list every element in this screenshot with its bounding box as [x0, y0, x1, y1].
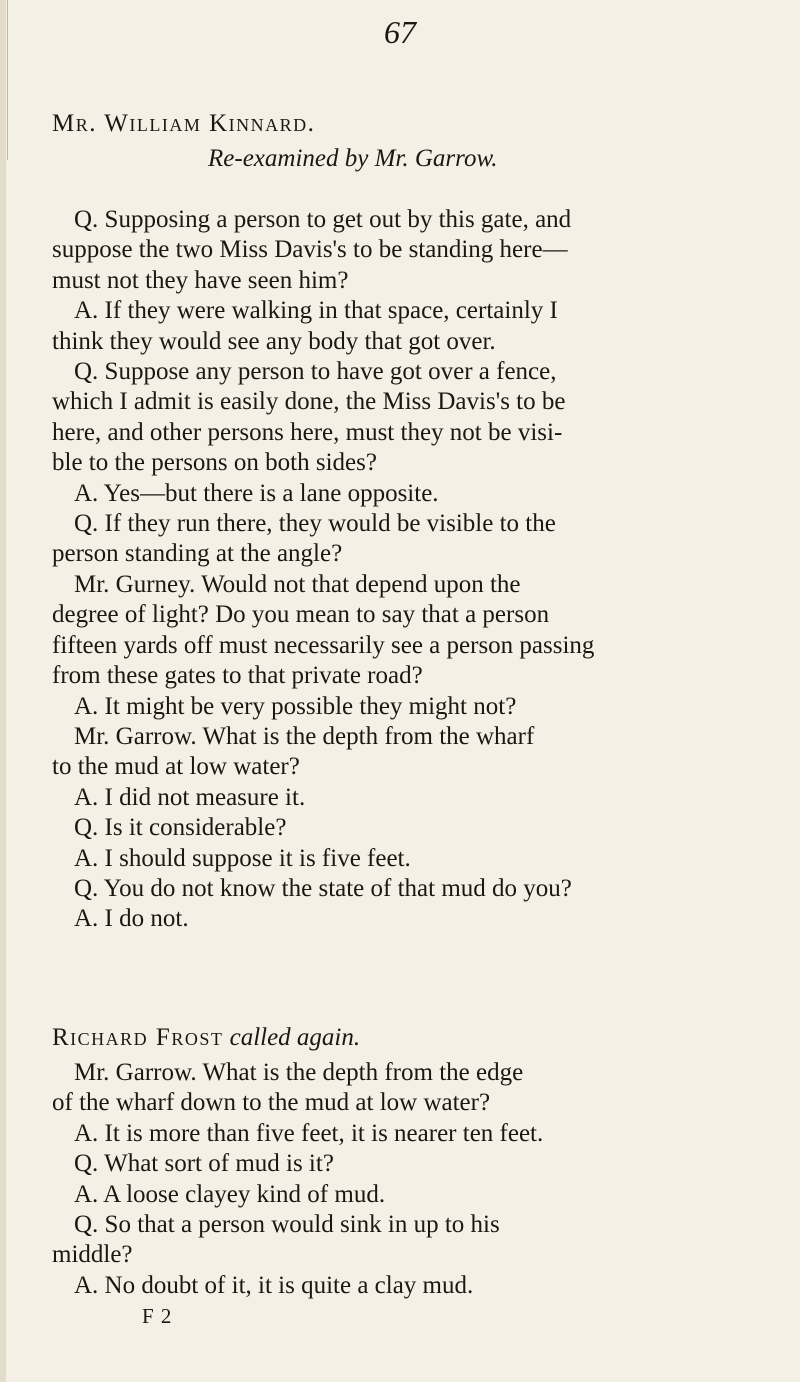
- text-line: suppose the two Miss Davis's to be standing here—: [52, 236, 568, 264]
- text-line: A. I do not.: [74, 905, 189, 933]
- text-line: Q. If they run there, they would be visible to the: [74, 510, 556, 538]
- text-line: A. Yes—but there is a lane opposite.: [74, 479, 439, 507]
- witness-heading: Mr. William Kinnard.: [52, 110, 316, 137]
- page-edge: [0, 0, 6, 1382]
- signature-mark: F 2: [142, 1304, 173, 1328]
- text-line: Q. Suppose any person to have got over a fence,: [74, 358, 557, 386]
- re-examined-heading: Re-examined by Mr. Garrow.: [208, 145, 498, 172]
- text-line: person standing at the angle?: [52, 540, 343, 568]
- text-line: A. It might be very possible they might not?: [74, 692, 517, 720]
- text-line: middle?: [52, 1241, 133, 1269]
- text-line: Q. Supposing a person to get out by this gate, and: [74, 206, 572, 233]
- text-line: Q. You do not know the state of that mud do you?: [74, 874, 572, 902]
- text-line: A. I should suppose it is five feet.: [74, 844, 411, 872]
- text-line: Mr. Garrow. What is the depth from the edge: [74, 1059, 524, 1086]
- page-number: 67: [384, 14, 416, 50]
- called-again-note: called again.: [229, 1024, 361, 1051]
- second-witness-name: Richard Frost: [52, 1024, 224, 1051]
- second-witness-heading: [52, 1024, 360, 1052]
- text-line: which I admit is easily done, the Miss Davis's to be: [52, 388, 566, 416]
- testimony-section-2: [52, 1058, 752, 1301]
- text-line: Mr. Gurney. Would not that depend upon the: [74, 570, 521, 598]
- text-line: must not they have seen him?: [52, 266, 349, 294]
- text-line: Mr. Garrow. What is the depth from the wharf: [74, 722, 535, 750]
- text-line: Q. What sort of mud is it?: [74, 1150, 334, 1178]
- text-line: here, and other persons here, must they not be visi-: [52, 418, 563, 446]
- text-line: degree of light? Do you mean to say that a person: [52, 601, 550, 629]
- text-line: ble to the persons on both sides?: [52, 449, 377, 477]
- text-line: fifteen yards off must necessarily see a person passing: [52, 631, 595, 659]
- text-line: A. A loose clayey kind of mud.: [74, 1180, 386, 1208]
- text-line: A. It is more than five feet, it is nearer ten feet.: [74, 1119, 544, 1147]
- text-line: A. If they were walking in that space, certainly I: [74, 297, 558, 325]
- text-line: Q. Is it considerable?: [74, 814, 287, 842]
- text-line: to the mud at low water?: [52, 753, 300, 781]
- text-line: from these gates to that private road?: [52, 662, 423, 690]
- text-line: A. I did not measure it.: [74, 783, 306, 811]
- text-line: of the wharf down to the mud at low water?: [52, 1089, 491, 1117]
- text-line: Q. So that a person would sink in up to his: [74, 1211, 500, 1239]
- text-line: think they would see any body that got over.: [52, 327, 496, 355]
- text-line: A. No doubt of it, it is quite a clay mud.: [74, 1271, 474, 1299]
- testimony-section-1: [52, 205, 752, 935]
